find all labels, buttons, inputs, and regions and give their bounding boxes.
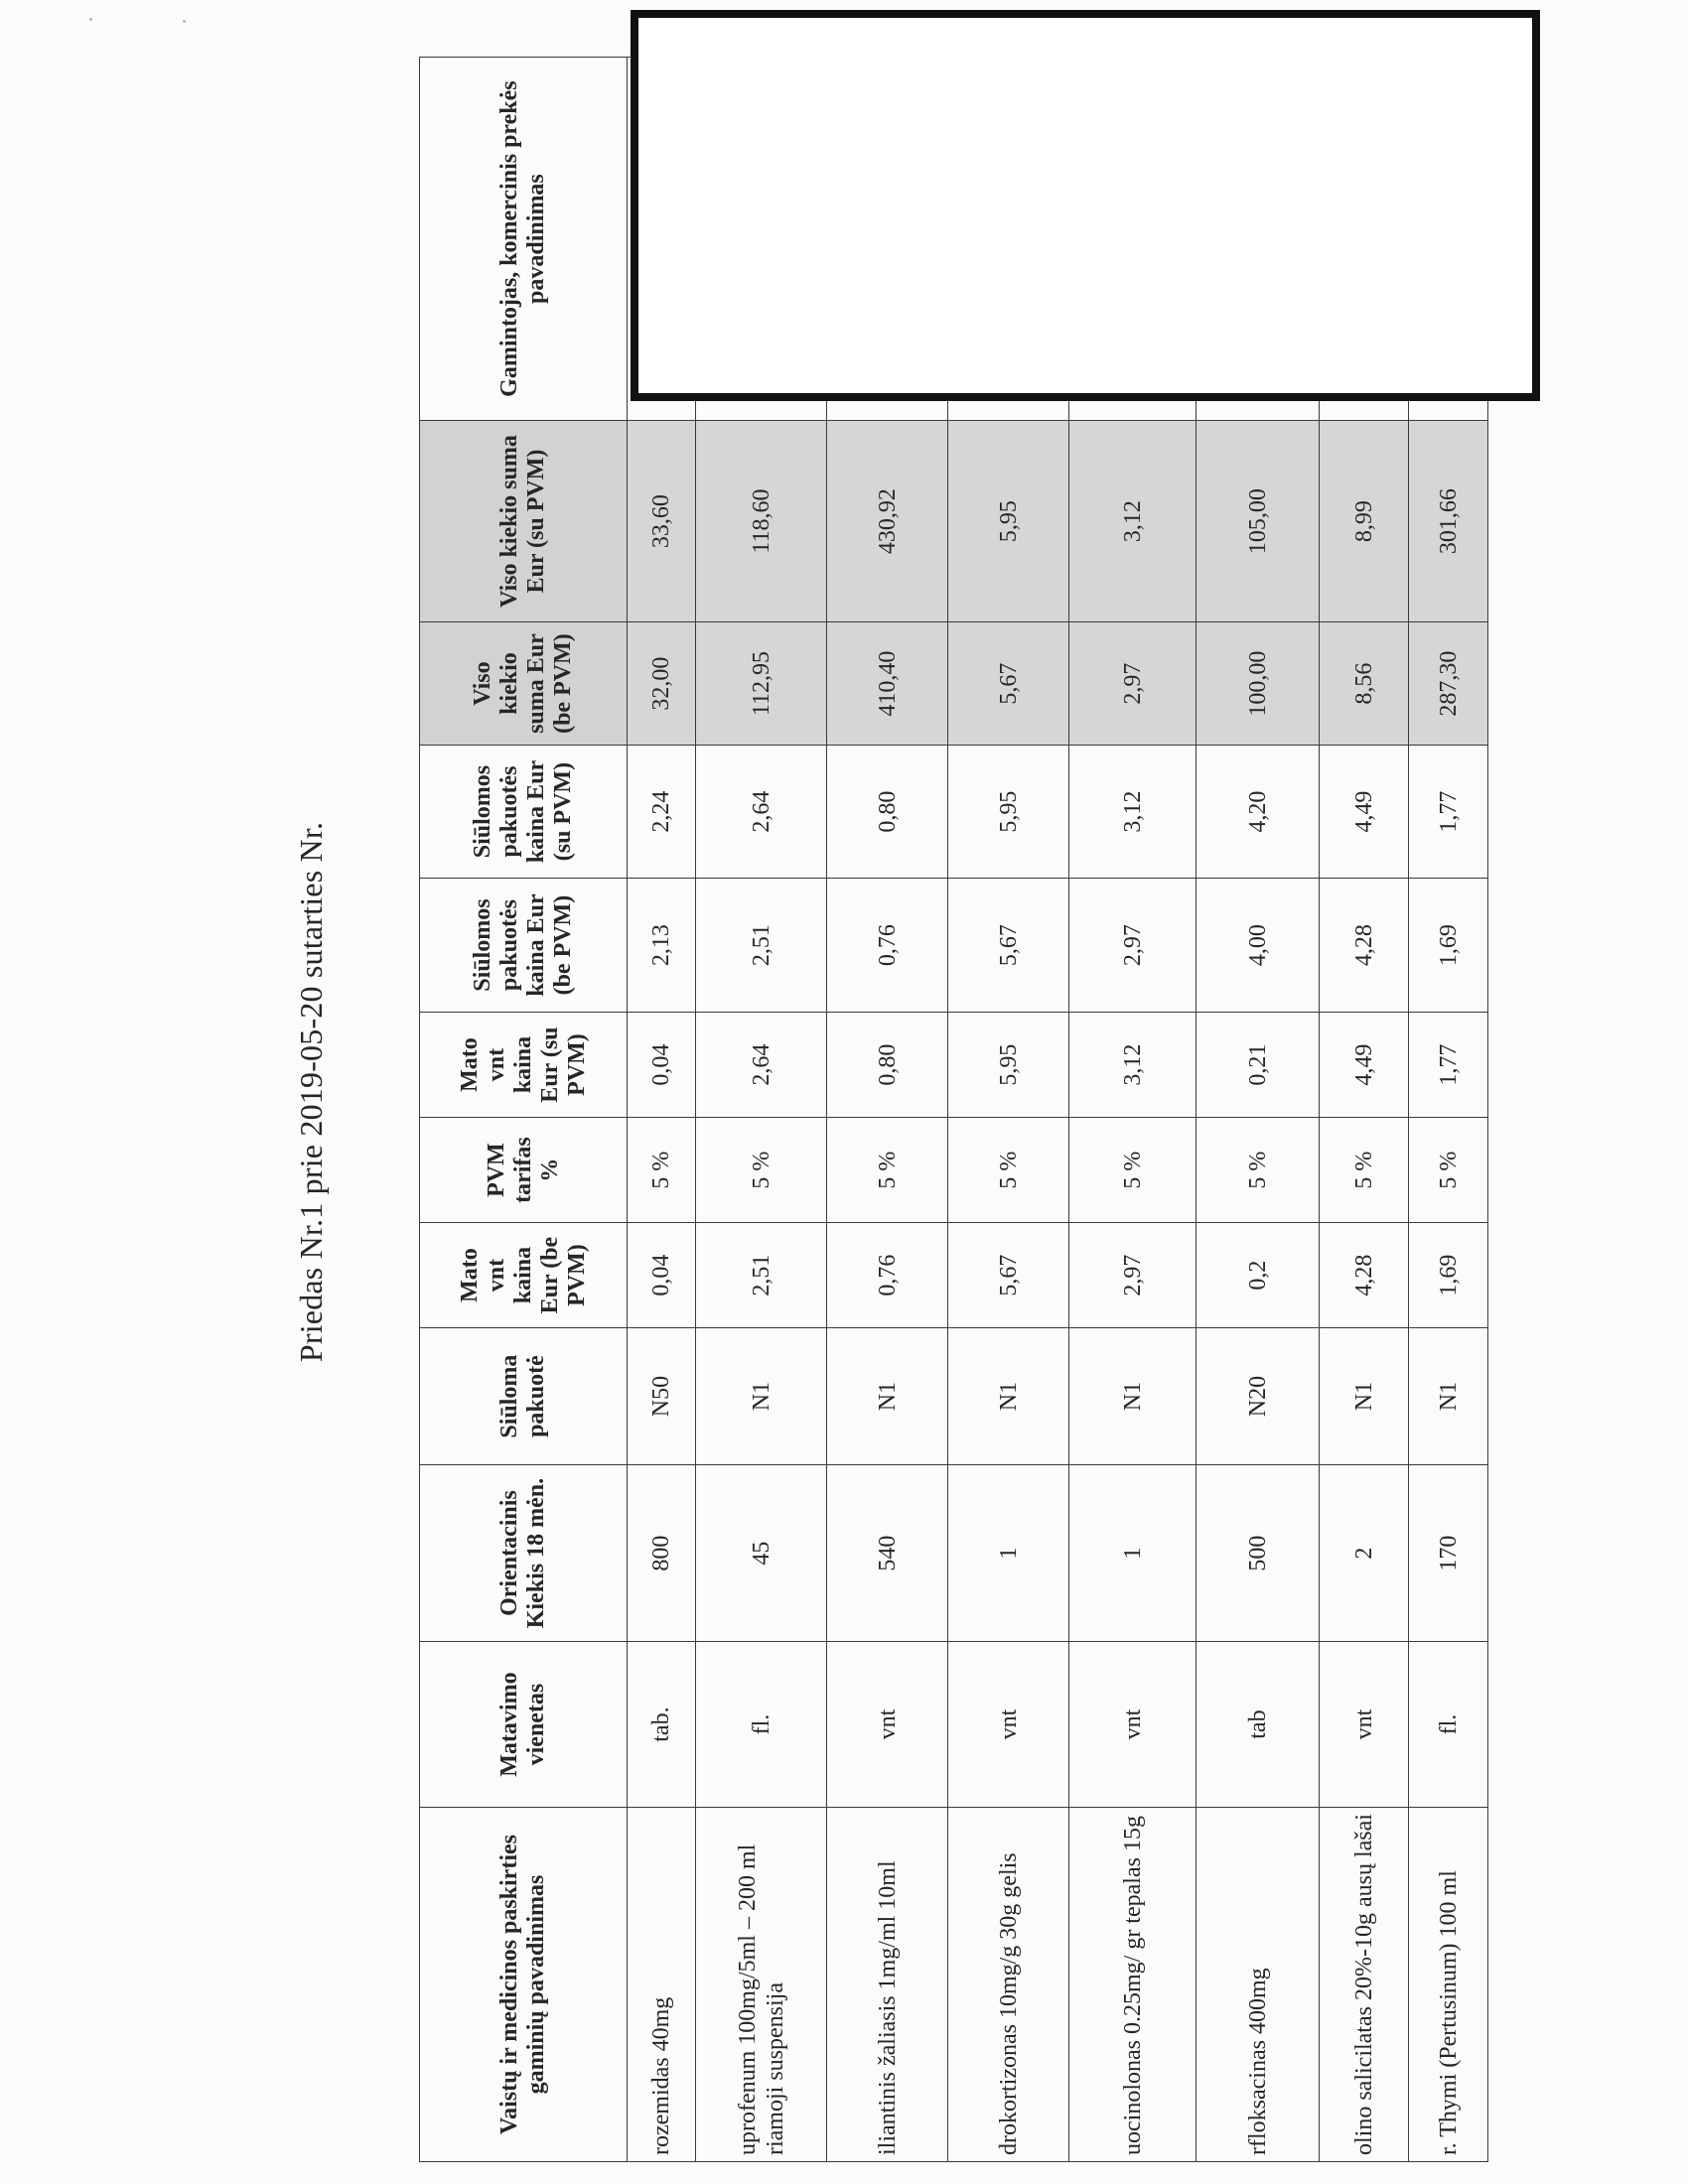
cell-vat: 5 % [628,1118,696,1223]
cell-name-line: r. Thymi (Pertusinum) 100 ml [1435,1870,1462,2155]
cell-unit: tab. [628,1642,696,1808]
cell-pack-price-inc: 5,95 [948,746,1069,879]
cell-name [1069,1808,1196,2162]
cell-pack-price-ex: 4,28 [1320,879,1409,1013]
cell-unit: vnt [948,1642,1069,1808]
col-header-pack-price-ex: Siūlomos pakuotės kaina Eur (be PVM) [420,879,628,1013]
cell-unit-price-ex: 1,69 [1409,1223,1488,1328]
col-header-pack: Siūloma pakuotė [420,1328,628,1465]
cell-name-line: riamoji suspensija [762,1982,788,2155]
cell-total-ex: 410,40 [827,622,948,746]
cell-pack: N1 [1320,1328,1409,1465]
cell-name-line: iliantinis žaliasis 1mg/ml 10ml [874,1860,901,2155]
cell-name [1196,1808,1320,2162]
cell-pack-price-ex: 1,69 [1409,879,1488,1013]
cell-qty: 500 [1196,1465,1320,1642]
cell-total-ex: 2,97 [1069,622,1196,746]
cell-name [628,1808,696,2162]
cell-vat: 5 % [1069,1118,1196,1223]
col-header-unit-price-ex: Mato vnt kaina Eur (be PVM) [420,1223,628,1328]
cell-pack-price-ex: 0,76 [827,879,948,1013]
cell-total-inc: 105,00 [1196,421,1320,622]
cell-pack: N50 [628,1328,696,1465]
cell-pack-price-inc: 0,80 [827,746,948,879]
cell-name-line: uocinolonas 0.25mg/ gr tepalas 15g [1119,1816,1146,2155]
col-header-unit-price-inc: Mato vnt kaina Eur (su PVM) [420,1013,628,1118]
cell-total-ex: 8,56 [1320,622,1409,746]
cell-pack-price-ex: 4,00 [1196,879,1320,1013]
cell-name [1409,1808,1488,2162]
cell-total-ex: 112,95 [696,622,827,746]
cell-unit-price-ex: 0,76 [827,1223,948,1328]
cell-total-ex: 100,00 [1196,622,1320,746]
cell-unit-price-ex: 2,51 [696,1223,827,1328]
cell-name-line: uprofenum 100mg/5ml – 200 ml [734,1843,761,2155]
cell-unit-price-inc: 3,12 [1069,1013,1196,1118]
cell-total-inc: 5,95 [948,421,1069,622]
cell-qty: 540 [827,1465,948,1642]
cell-pack-price-ex: 5,67 [948,879,1069,1013]
cell-pack-price-ex: 2,97 [1069,879,1196,1013]
cell-vat: 5 % [827,1118,948,1223]
col-header-total-inc: Viso kiekio suma Eur (su PVM) [420,421,628,622]
col-header-vat: PVM tarifas % [420,1118,628,1223]
cell-name-line: rfloksacinas 400mg [1244,1968,1271,2155]
scan-speck [183,20,186,23]
cell-pack-price-ex: 2,13 [628,879,696,1013]
cell-pack: N1 [1409,1328,1488,1465]
cell-total-ex: 287,30 [1409,622,1488,746]
cell-pack: N1 [948,1328,1069,1465]
cell-vat: 5 % [1409,1118,1488,1223]
cell-vat: 5 % [696,1118,827,1223]
cell-pack: N1 [1069,1328,1196,1465]
cell-name [827,1808,948,2162]
cell-pack-price-inc: 1,77 [1409,746,1488,879]
cell-unit-price-ex: 0,2 [1196,1223,1320,1328]
cell-unit: fl. [1409,1642,1488,1808]
cell-unit-price-inc: 2,64 [696,1013,827,1118]
cell-vat: 5 % [1196,1118,1320,1223]
cell-pack-price-ex: 2,51 [696,879,827,1013]
col-header-name: Vaistų ir medicinos paskirties gaminių pavadinimas [420,1808,628,2162]
cell-total-inc: 3,12 [1069,421,1196,622]
cell-unit: vnt [1320,1642,1409,1808]
cell-vat: 5 % [1320,1118,1409,1223]
cell-total-ex: 5,67 [948,622,1069,746]
cell-qty: 45 [696,1465,827,1642]
cell-total-inc: 33,60 [628,421,696,622]
cell-unit-price-inc: 1,77 [1409,1013,1488,1118]
cell-unit: fl. [696,1642,827,1808]
cell-vat: 5 % [948,1118,1069,1223]
cell-unit-price-inc: 5,95 [948,1013,1069,1118]
cell-pack-price-inc: 4,49 [1320,746,1409,879]
cell-unit-price-ex: 0,04 [628,1223,696,1328]
cell-qty: 2 [1320,1465,1409,1642]
cell-unit-price-inc: 0,04 [628,1013,696,1118]
cell-pack-price-inc: 2,24 [628,746,696,879]
col-header-total-ex: Viso kiekio suma Eur (be PVM) [420,622,628,746]
cell-unit: vnt [827,1642,948,1808]
cell-unit: tab [1196,1642,1320,1808]
cell-pack-price-inc: 3,12 [1069,746,1196,879]
col-header-pack-price-inc: Siūlomos pakuotės kaina Eur (su PVM) [420,746,628,879]
cell-name [1320,1808,1409,2162]
cell-total-inc: 8,99 [1320,421,1409,622]
page-title: Priedas Nr.1 prie 2019-05-20 sutarties Nr. [293,821,329,1363]
cell-pack: N20 [1196,1328,1320,1465]
cell-name-line: olino salicilatas 20%-10g ausų lašai [1350,1814,1377,2155]
col-header-unit: Matavimo vienetas [420,1642,628,1808]
header-row [420,58,628,2162]
cell-unit-price-inc: 0,21 [1196,1013,1320,1118]
col-header-manufacturer: Gamintojas, komercinis prekės pavadinimas [420,58,628,421]
cell-name-line: drokortizonas 10mg/g 30g gelis [995,1852,1022,2155]
cell-pack-price-inc: 4,20 [1196,746,1320,879]
cell-qty: 800 [628,1465,696,1642]
cell-pack: N1 [696,1328,827,1465]
cell-name [948,1808,1069,2162]
cell-total-inc: 118,60 [696,421,827,622]
cell-qty: 170 [1409,1465,1488,1642]
cell-unit: vnt [1069,1642,1196,1808]
col-header-qty: Orientacinis Kiekis 18 mėn. [420,1465,628,1642]
cell-name-line: rozemidas 40mg [648,1996,674,2155]
cell-unit-price-inc: 0,80 [827,1013,948,1118]
cell-unit-price-inc: 4,49 [1320,1013,1409,1118]
cell-qty: 1 [1069,1465,1196,1642]
cell-qty: 1 [948,1465,1069,1642]
cell-unit-price-ex: 2,97 [1069,1223,1196,1328]
cell-unit-price-ex: 4,28 [1320,1223,1409,1328]
cell-unit-price-ex: 5,67 [948,1223,1069,1328]
cell-pack-price-inc: 2,64 [696,746,827,879]
scan-speck [89,18,92,21]
cell-name [696,1808,827,2162]
cell-pack: N1 [827,1328,948,1465]
cell-total-inc: 430,92 [827,421,948,622]
redaction-box [631,10,1540,401]
cell-total-ex: 32,00 [628,622,696,746]
cell-total-inc: 301,66 [1409,421,1488,622]
